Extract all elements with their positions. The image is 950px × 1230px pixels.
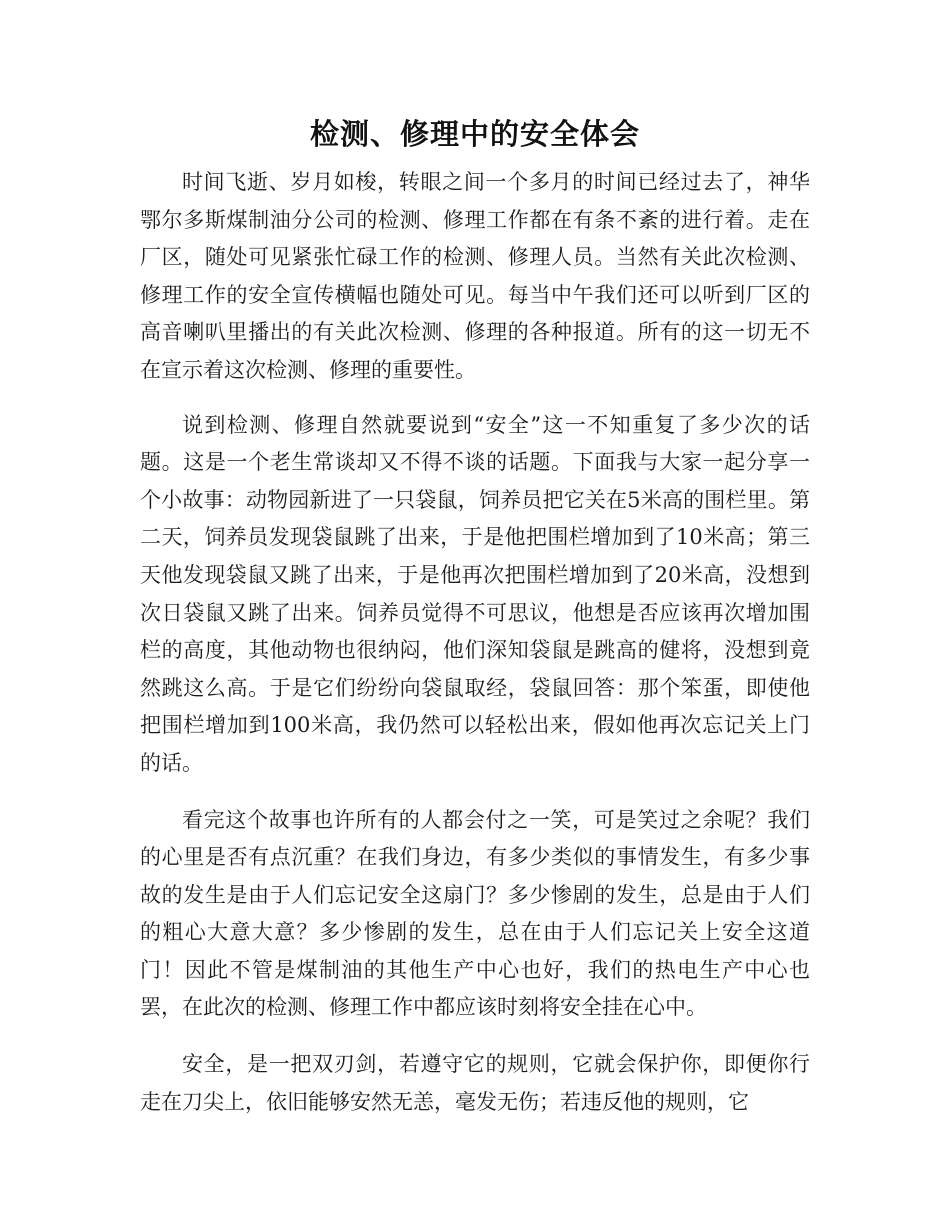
- paragraph-intro: 时间飞逝、岁月如梭，转眼之间一个多月的时间已经过去了，神华鄂尔多斯煤制油分公司的检测、修理工作都在有条不紊的进行着。走在厂区，随处可见紧张忙碌工作的检测、修理人员。当然有关此次检测、修理工作的安全宣传横幅也随处可见。每当中午我们还可以听到厂区的高音喇叭里播出的有关此次检测、修理的各种报道。所有的这一切无不在宣示着这次检测、修理的重要性。: [140, 170, 810, 382]
- document-title: 检测、修理中的安全体会: [309, 117, 640, 151]
- document-page: [140, 0, 810, 1230]
- paragraph-safety-sword: 安全，是一把双刃剑，若遵守它的规则，它就会保护你，即便你行走在刀尖上，依旧能够安然无恙，毫发无伤；若违反他的规则，它: [140, 1052, 810, 1114]
- paragraph-kangaroo-story: 说到检测、修理自然就要说到“安全”这一不知重复了多少次的话题。这是一个老生常谈却又不得不谈的话题。下面我与大家一起分享一个小故事：动物园新进了一只袋鼠，饲养员把它关在5米高的围栏里。第二天，饲养员发现袋鼠跳了出来，于是他把围栏增加到了10米高；第三天他发现袋鼠又跳了出来，于是他再次把围栏增加到了20米高，没想到次日袋鼠又跳了出来。饲养员觉得不可思议，他想是否应该再次增加围栏的高度，其他动物也很纳闷，他们深知袋鼠是跳高的健将，没想到竟然跳这么高。于是它们纷纷向袋鼠取经，袋鼠回答：那个笨蛋，即使他把围栏增加到100米高，我仍然可以轻松出来，假如他再次忘记关上门的话。: [140, 412, 810, 775]
- paragraph-reflection: 看完这个故事也许所有的人都会付之一笑，可是笑过之余呢？我们的心里是否有点沉重？在我们身边，有多少类似的事情发生，有多少事故的发生是由于人们忘记安全这扇门？多少惨剧的发生，总是由于人们的粗心大意大意？多少惨剧的发生，总在由于人们忘记关上安全这道门！因此不管是煤制油的其他生产中心也好，我们的热电生产中心也罢，在此次的检测、修理工作中都应该时刻将安全挂在心中。: [140, 807, 810, 1020]
